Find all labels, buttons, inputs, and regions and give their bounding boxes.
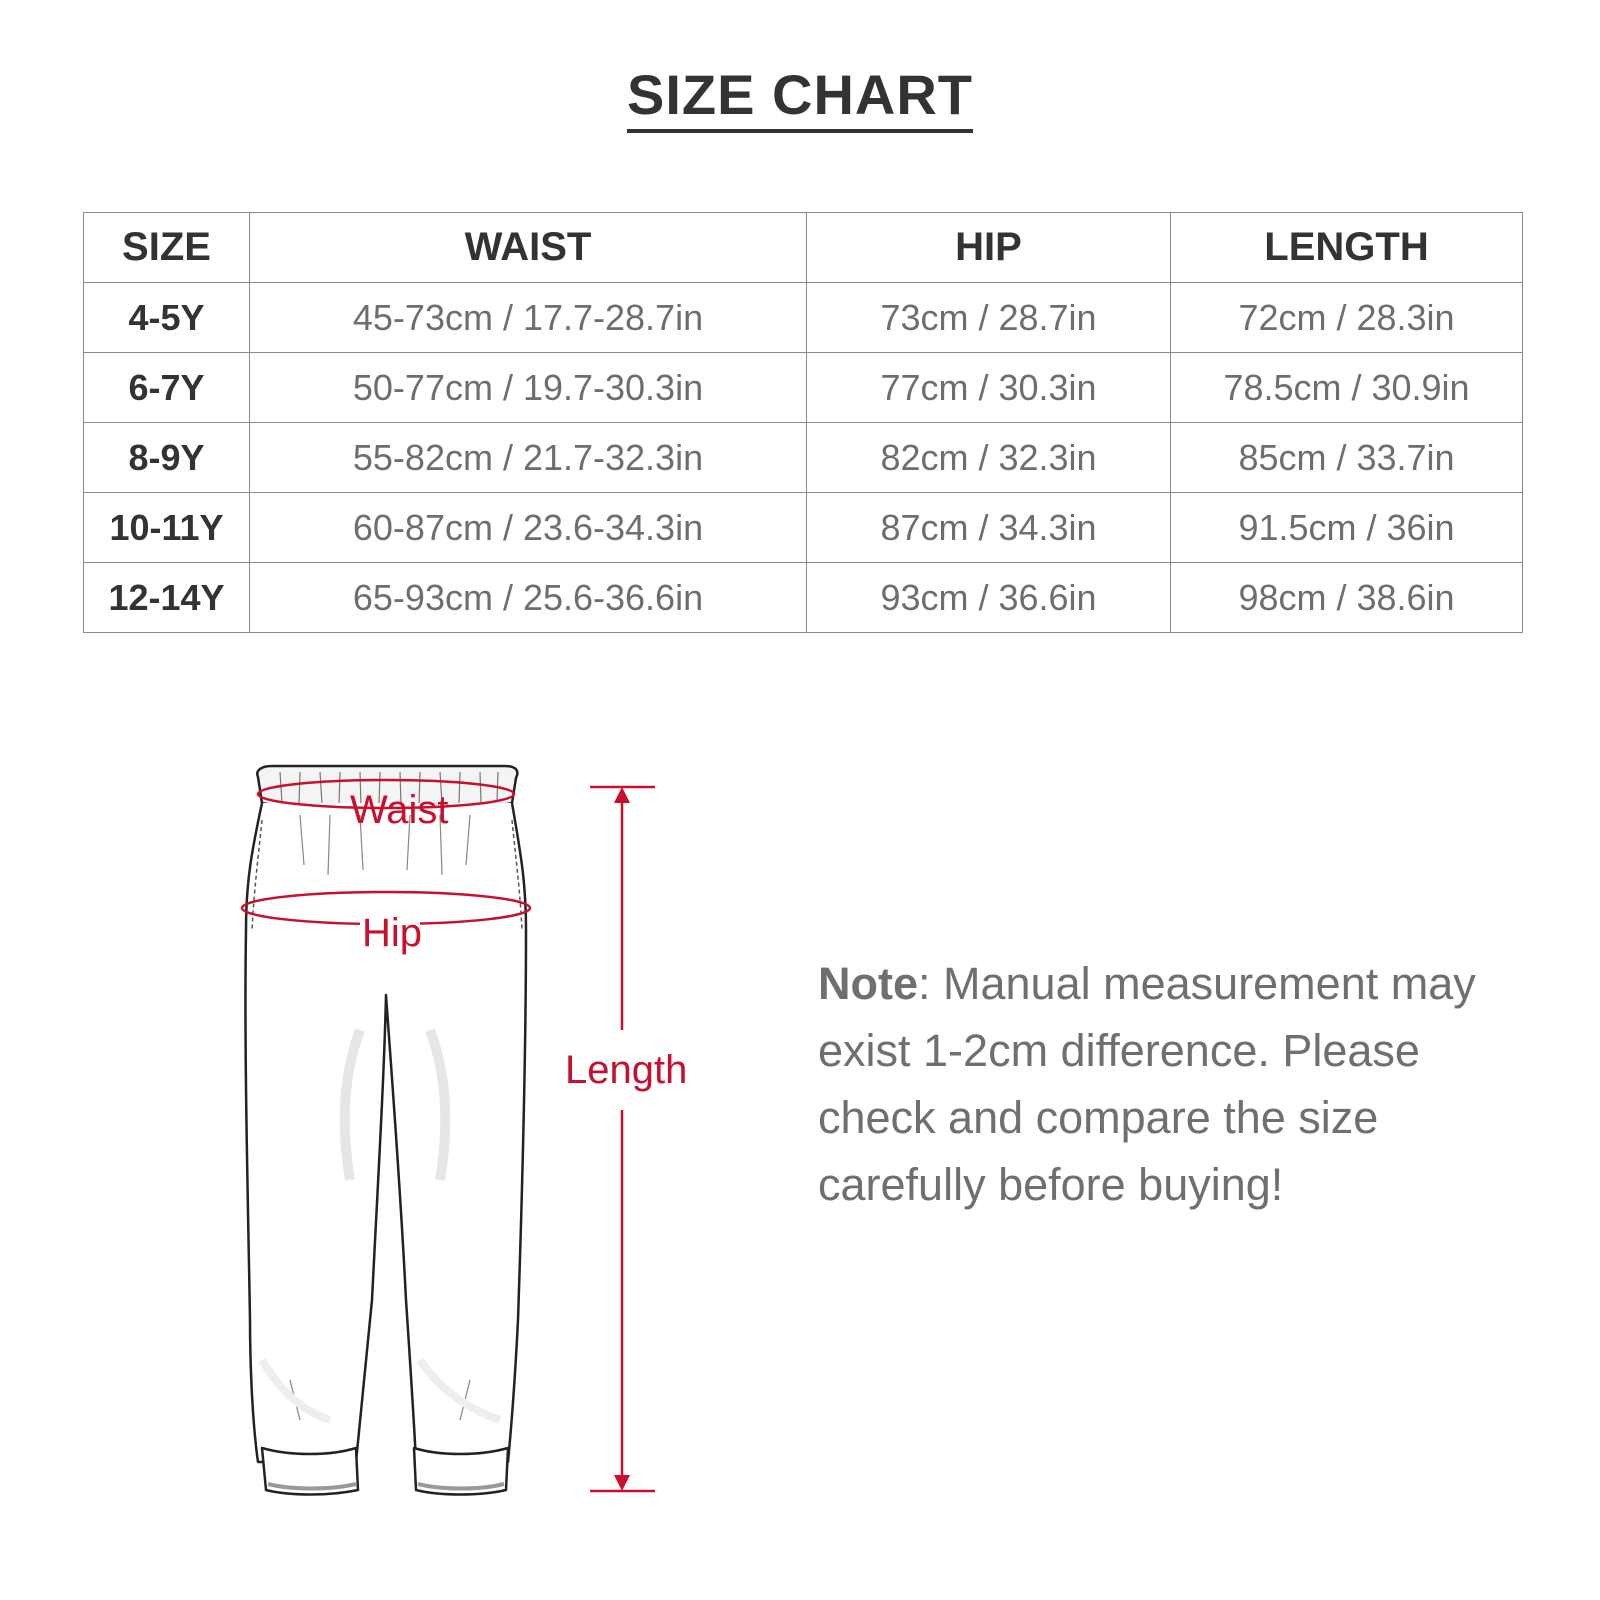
length-arrow-top-icon — [614, 787, 630, 803]
pants-icon — [245, 766, 526, 1495]
length-measure-line — [590, 787, 655, 1491]
hip-cell: 82cm / 32.3in — [807, 423, 1171, 493]
size-cell: 6-7Y — [84, 353, 250, 423]
hip-label: Hip — [362, 911, 423, 955]
size-cell: 8-9Y — [84, 423, 250, 493]
length-arrow-bottom-icon — [614, 1475, 630, 1491]
waist-cell: 60-87cm / 23.6-34.3in — [250, 493, 807, 563]
length-cell: 98cm / 38.6in — [1171, 563, 1523, 633]
hip-cell: 93cm / 36.6in — [807, 563, 1171, 633]
length-cell: 85cm / 33.7in — [1171, 423, 1523, 493]
note-body: : Manual measurement may exist 1-2cm difference. Please check and compare the size carefully before buying! — [818, 958, 1476, 1210]
length-cell: 78.5cm / 30.9in — [1171, 353, 1523, 423]
note-label: Note — [818, 958, 918, 1009]
waist-cell: 65-93cm / 25.6-36.6in — [250, 563, 807, 633]
page-title-text: SIZE CHART — [627, 63, 973, 133]
header-hip: HIP — [807, 213, 1171, 283]
length-cell: 91.5cm / 36in — [1171, 493, 1523, 563]
size-cell: 4-5Y — [84, 283, 250, 353]
hip-cell: 73cm / 28.7in — [807, 283, 1171, 353]
length-label: Length — [565, 1048, 688, 1092]
header-waist: WAIST — [250, 213, 807, 283]
hip-cell: 77cm / 30.3in — [807, 353, 1171, 423]
size-cell: 12-14Y — [84, 563, 250, 633]
header-size: SIZE — [84, 213, 250, 283]
length-cell: 72cm / 28.3in — [1171, 283, 1523, 353]
waist-cell: 55-82cm / 21.7-32.3in — [250, 423, 807, 493]
hip-cell: 87cm / 34.3in — [807, 493, 1171, 563]
header-length: LENGTH — [1171, 213, 1523, 283]
waist-label: Waist — [350, 788, 449, 832]
waist-cell: 50-77cm / 19.7-30.3in — [250, 353, 807, 423]
waist-cell: 45-73cm / 17.7-28.7in — [250, 283, 807, 353]
size-cell: 10-11Y — [84, 493, 250, 563]
note-text — [818, 950, 1538, 1218]
